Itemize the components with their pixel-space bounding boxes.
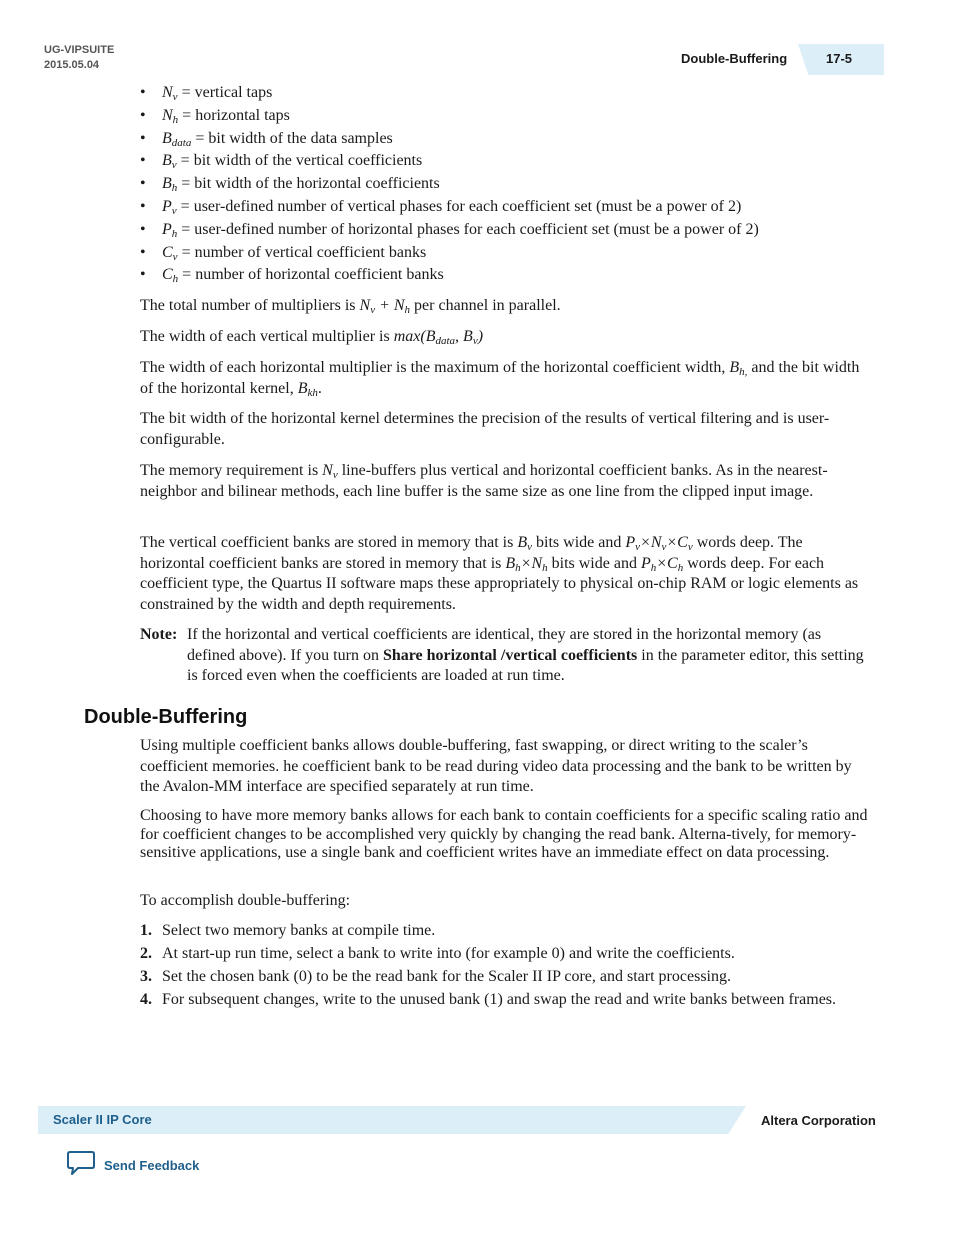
variable-symbol: P — [162, 197, 172, 215]
variable-subscript: v — [172, 91, 178, 103]
variable-definition-item — [140, 128, 759, 151]
variable-symbol: B — [162, 152, 172, 170]
symbol-bh-2: $B_h\times N_h$ — [505, 554, 548, 574]
paragraph-memory-banks: Choosing to have more memory banks allows for each bank to contain coefficients for a specific scaling ratio and for coefficient changes to be accomplished very quickly by changing the read bank. Alterna-tively, for memory-sensitive applications, use a single bank and coefficient writes have an immediate effect on data processing. — [140, 807, 868, 862]
paragraph-double-buffering-intro: Using multiple coefficient banks allows double-buffering, fast swapping, or direct writing to the scaler’s coefficient memories. he coefficient bank to be read during video data processing and the bank to be written by the Avalon-MM interface are specified separately at run time. — [140, 737, 852, 795]
variable-subscript: h — [172, 273, 179, 286]
text: in the parameter editor, this setting is forced even when the coefficients are loaded at run time. — [187, 646, 864, 684]
variable-subscript: v — [172, 250, 178, 263]
variable-definition-item — [140, 105, 759, 128]
variable-description: = bit width of the data samples — [191, 129, 393, 147]
variable-definition-list — [140, 82, 759, 287]
step-text: Select two memory banks at compile time. — [162, 922, 436, 939]
footer-chapter-link[interactable]: Scaler II IP Core — [53, 1112, 152, 1127]
variable-symbol: B — [162, 175, 172, 193]
symbol-nv: $N_v$ — [322, 462, 338, 481]
variable-description: = bit width of the horizontal coefficients — [177, 175, 440, 193]
variable-definition-item — [140, 173, 759, 196]
section-heading: Double-Buffering — [84, 706, 248, 728]
chat-bubble-icon — [66, 1150, 96, 1181]
text: per channel in parallel. — [410, 297, 561, 314]
step-item — [140, 944, 870, 965]
variable — [162, 107, 178, 124]
variable — [162, 175, 178, 195]
variable-description: = user-defined number of horizontal phases for each coefficient set (must be a power of 2) — [177, 220, 759, 238]
step-item — [140, 921, 870, 942]
document-id-block — [44, 43, 114, 73]
variable-definition-item — [140, 196, 759, 219]
document-date: 2015.05.04 — [44, 59, 100, 71]
steps-list — [140, 921, 870, 1013]
paragraph-coefficient-banks — [140, 533, 870, 615]
paragraph-kernel-bit-width: The bit width of the horizontal kernel determines the precision of the results of vertical filtering and is user-configurable. — [140, 410, 830, 448]
paragraph-total-multipliers — [140, 296, 870, 317]
formula-horizontal-depth: $P_h\times C_h$ — [640, 554, 684, 574]
step-number: 3. — [140, 968, 152, 985]
variable — [162, 152, 177, 172]
send-feedback-label: Send Feedback — [104, 1158, 200, 1173]
variable-definition-item — [140, 150, 759, 173]
symbol-bkh: $B_{kh}$ — [297, 379, 318, 399]
variable-symbol: B — [162, 129, 172, 147]
text: The memory requirement is — [140, 462, 323, 479]
note-text — [187, 625, 870, 687]
header-section-title: Double-Buffering — [681, 51, 788, 66]
variable — [162, 84, 178, 101]
variable-subscript: data — [171, 136, 192, 149]
step-text: At start-up run time, select a bank to write into (for example 0) and write the coefficients. — [162, 945, 735, 962]
text: words deep. For each coefficient type, the Quartus II software maps these appropriately to physical on-chip RAM or logic elements as constrained by the width and depth requirements. — [140, 554, 859, 613]
variable-symbol: P — [162, 220, 172, 238]
variable-symbol: C — [162, 243, 173, 261]
variable-symbol: N — [162, 106, 173, 124]
step-number: 4. — [140, 991, 152, 1008]
formula-vertical-depth: $P_v\times N_v\times C_v$ — [625, 534, 693, 553]
step-item — [140, 967, 870, 988]
variable-symbol: N — [162, 84, 173, 101]
paragraph-horizontal-multiplier-width — [140, 358, 870, 399]
variable-description: = horizontal taps — [178, 106, 290, 124]
document-id: UG-VIPSUITE — [44, 44, 115, 56]
variable-subscript: v — [171, 204, 177, 217]
variable-description: = user-defined number of vertical phases for each coefficient set (must be a power of 2) — [176, 197, 742, 215]
variable-definition-item — [140, 219, 759, 242]
variable — [162, 244, 178, 261]
symbol-bv: $B_v$ — [517, 534, 533, 553]
step-number: 1. — [140, 922, 152, 939]
variable-subscript: h — [172, 113, 179, 126]
option-name: Share horizontal /vertical coefficients — [382, 646, 638, 664]
variable — [162, 266, 179, 286]
footer-company: Altera Corporation — [761, 1113, 876, 1128]
note-block — [140, 625, 870, 687]
text: If the horizontal and vertical coefficients are identical, they are stored in the horizontal memory (as defined above). If you turn on — [187, 626, 822, 664]
text: The width of each vertical multiplier is — [140, 328, 394, 345]
variable-symbol: C — [162, 266, 173, 284]
symbol-bh: $B_{h,}$ — [729, 359, 748, 378]
text: . — [317, 379, 322, 397]
paragraph-vertical-multiplier-width — [140, 327, 870, 348]
text: The width of each horizontal multiplier is the maximum of the horizontal coefficient width, — [140, 359, 730, 376]
text: line-buffers plus vertical and horizontal coefficient banks. As in the nearest-neighbor and bilinear methods, each line buffer is the same size as one line from the clipped input image. — [140, 462, 828, 500]
variable-definition-item — [140, 242, 759, 265]
variable-description: = bit width of the vertical coefficients — [176, 152, 423, 170]
variable — [162, 130, 191, 147]
text: The vertical coefficient banks are stored in memory that is — [140, 534, 518, 551]
variable-description: = number of horizontal coefficient banks — [178, 266, 444, 284]
step-text: For subsequent changes, write to the unused bank (1) and swap the read and write banks between frames. — [162, 991, 837, 1008]
step-text: Set the chosen bank (0) to be the read bank for the Scaler II IP core, and start processing. — [162, 968, 731, 985]
variable-definition-item — [140, 264, 759, 287]
step-number: 2. — [140, 945, 152, 962]
send-feedback-link[interactable] — [66, 1150, 199, 1181]
page-number: 17-5 — [826, 51, 853, 66]
variable — [162, 198, 177, 215]
paragraph-steps-intro: To accomplish double-buffering: — [140, 892, 351, 909]
text: The total number of multipliers is — [140, 297, 360, 314]
formula-total: $N_v + N_h$ — [359, 297, 411, 316]
paragraph-memory-requirement — [140, 461, 870, 502]
text: bits wide and — [532, 534, 626, 551]
variable-description: = vertical taps — [177, 84, 273, 101]
step-item — [140, 990, 870, 1011]
text: and the bit width of the horizontal kernel, — [140, 359, 860, 397]
variable — [162, 221, 177, 238]
formula-max: $\max(B_{data}$, $B_v$) — [393, 328, 484, 347]
note-label: Note: — [140, 626, 178, 643]
variable-definition-item — [140, 82, 759, 105]
variable-subscript: h — [171, 227, 178, 240]
variable-description: = number of vertical coefficient banks — [177, 243, 427, 261]
text: words deep. The horizontal coefficient banks are stored in memory that is — [140, 534, 803, 572]
variable-subscript: h — [171, 182, 178, 195]
text: bits wide and — [547, 554, 641, 572]
variable-subscript: v — [171, 159, 177, 172]
